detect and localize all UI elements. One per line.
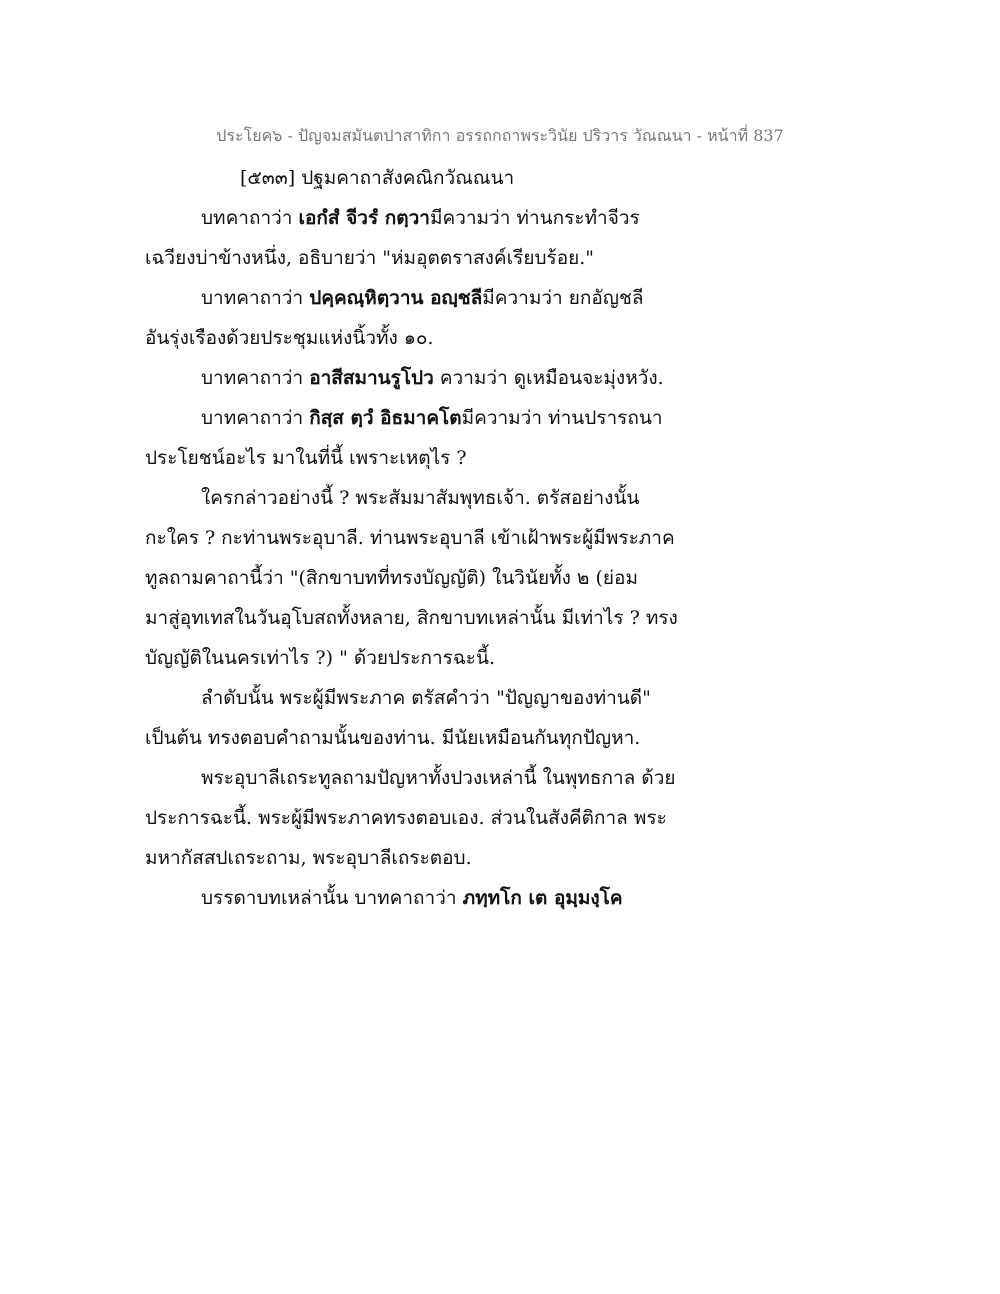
- text-line: [145, 398, 690, 438]
- text-run: มหากัสสปเถระถาม, พระอุบาลีเถระตอบ.: [145, 847, 472, 869]
- pali-term: ปคฺคณฺหิตฺวาน อญฺชลี: [309, 287, 483, 309]
- text-line: [145, 878, 690, 918]
- text-line: [145, 798, 690, 838]
- text-line: [145, 518, 690, 558]
- text-run: บรรดาบทเหล่านั้น บาทคาถาว่า: [201, 887, 463, 909]
- document-body: [145, 158, 690, 918]
- text-run: กะใคร ? กะท่านพระอุบาลี. ท่านพระอุบาลี เข้าเฝ้าพระผู้มีพระภาค: [145, 527, 675, 549]
- text-run: บาทคาถาว่า: [201, 287, 310, 309]
- text-line: [145, 278, 690, 318]
- text-run: มีความว่า ยกอัญชลี: [482, 287, 644, 309]
- text-run: บทคาถาว่า: [201, 207, 299, 229]
- text-line: [145, 198, 690, 238]
- text-run: ประโยชน์อะไร มาในที่นี้ เพราะเหตุไร ?: [145, 447, 467, 469]
- section-heading: [๕๓๓] ปฐมคาถาสังคณิกวัณณนา: [240, 167, 515, 189]
- page-header: ประโยค๖ - ปัญจมสมันตปาสาทิกา อรรถกถาพระวินัย ปริวาร วัณณนา - หน้าที่ 837: [216, 126, 784, 145]
- pali-term: อาสีสมานรูโปว: [309, 367, 434, 389]
- text-run: มีความว่า ท่านกระทำจีวร: [429, 207, 640, 229]
- pali-term: กิสฺส ตฺวํ อิธมาคโต: [309, 407, 462, 429]
- text-line: [145, 358, 690, 398]
- text-run: มีความว่า ท่านปรารถนา: [461, 407, 663, 429]
- pali-term: เอกํสํ จีวรํ กตฺวา: [298, 207, 430, 229]
- text-run: ใครกล่าวอย่างนี้ ? พระสัมมาสัมพุทธเจ้า. ตรัสอย่างนั้น: [201, 487, 640, 509]
- text-line: [145, 598, 690, 638]
- text-run: เป็นต้น ทรงตอบคำถามนั้นของท่าน. มีนัยเหมือนกันทุกปัญหา.: [145, 727, 641, 749]
- text-line: [145, 558, 690, 598]
- text-run: บัญญัติในนครเท่าไร ?) " ด้วยประการฉะนี้.: [145, 647, 496, 669]
- text-line: [145, 758, 690, 798]
- text-run: ความว่า ดูเหมือนจะมุ่งหวัง.: [433, 367, 664, 389]
- text-run: บาทคาถาว่า: [201, 407, 310, 429]
- text-line: [145, 318, 690, 358]
- text-line: [145, 838, 690, 878]
- text-run: ประการฉะนี้. พระผู้มีพระภาคทรงตอบเอง. ส่วนในสังคีติกาล พระ: [145, 807, 667, 829]
- text-run: เฉวียงบ่าข้างหนึ่ง, อธิบายว่า "ห่มอุตตราสงค์เรียบร้อย.": [145, 247, 595, 269]
- text-run: อันรุ่งเรืองด้วยประชุมแห่งนิ้วทั้ง ๑๐.: [145, 327, 434, 349]
- text-line: [145, 478, 690, 518]
- text-run: พระอุบาลีเถระทูลถามปัญหาทั้งปวงเหล่านี้ ในพุทธกาล ด้วย: [201, 767, 676, 789]
- text-line: [145, 718, 690, 758]
- text-line: [145, 678, 690, 718]
- text-run: บาทคาถาว่า: [201, 367, 310, 389]
- text-line: [145, 238, 690, 278]
- pali-term: ภทฺทโก เต อุมฺมงฺโค: [462, 887, 623, 909]
- text-run: ทูลถามคาถานี้ว่า "(สิกขาบทที่ทรงบัญญัติ) ในวินัยทั้ง ๒ (ย่อม: [145, 567, 638, 589]
- text-line: [145, 638, 690, 678]
- text-run: มาสู่อุทเทสในวันอุโบสถทั้งหลาย, สิกขาบทเหล่านั้น มีเท่าไร ? ทรง: [145, 607, 678, 629]
- text-run: ลำดับนั้น พระผู้มีพระภาค ตรัสคำว่า "ปัญญาของท่านดี": [201, 687, 651, 709]
- text-line: [145, 438, 690, 478]
